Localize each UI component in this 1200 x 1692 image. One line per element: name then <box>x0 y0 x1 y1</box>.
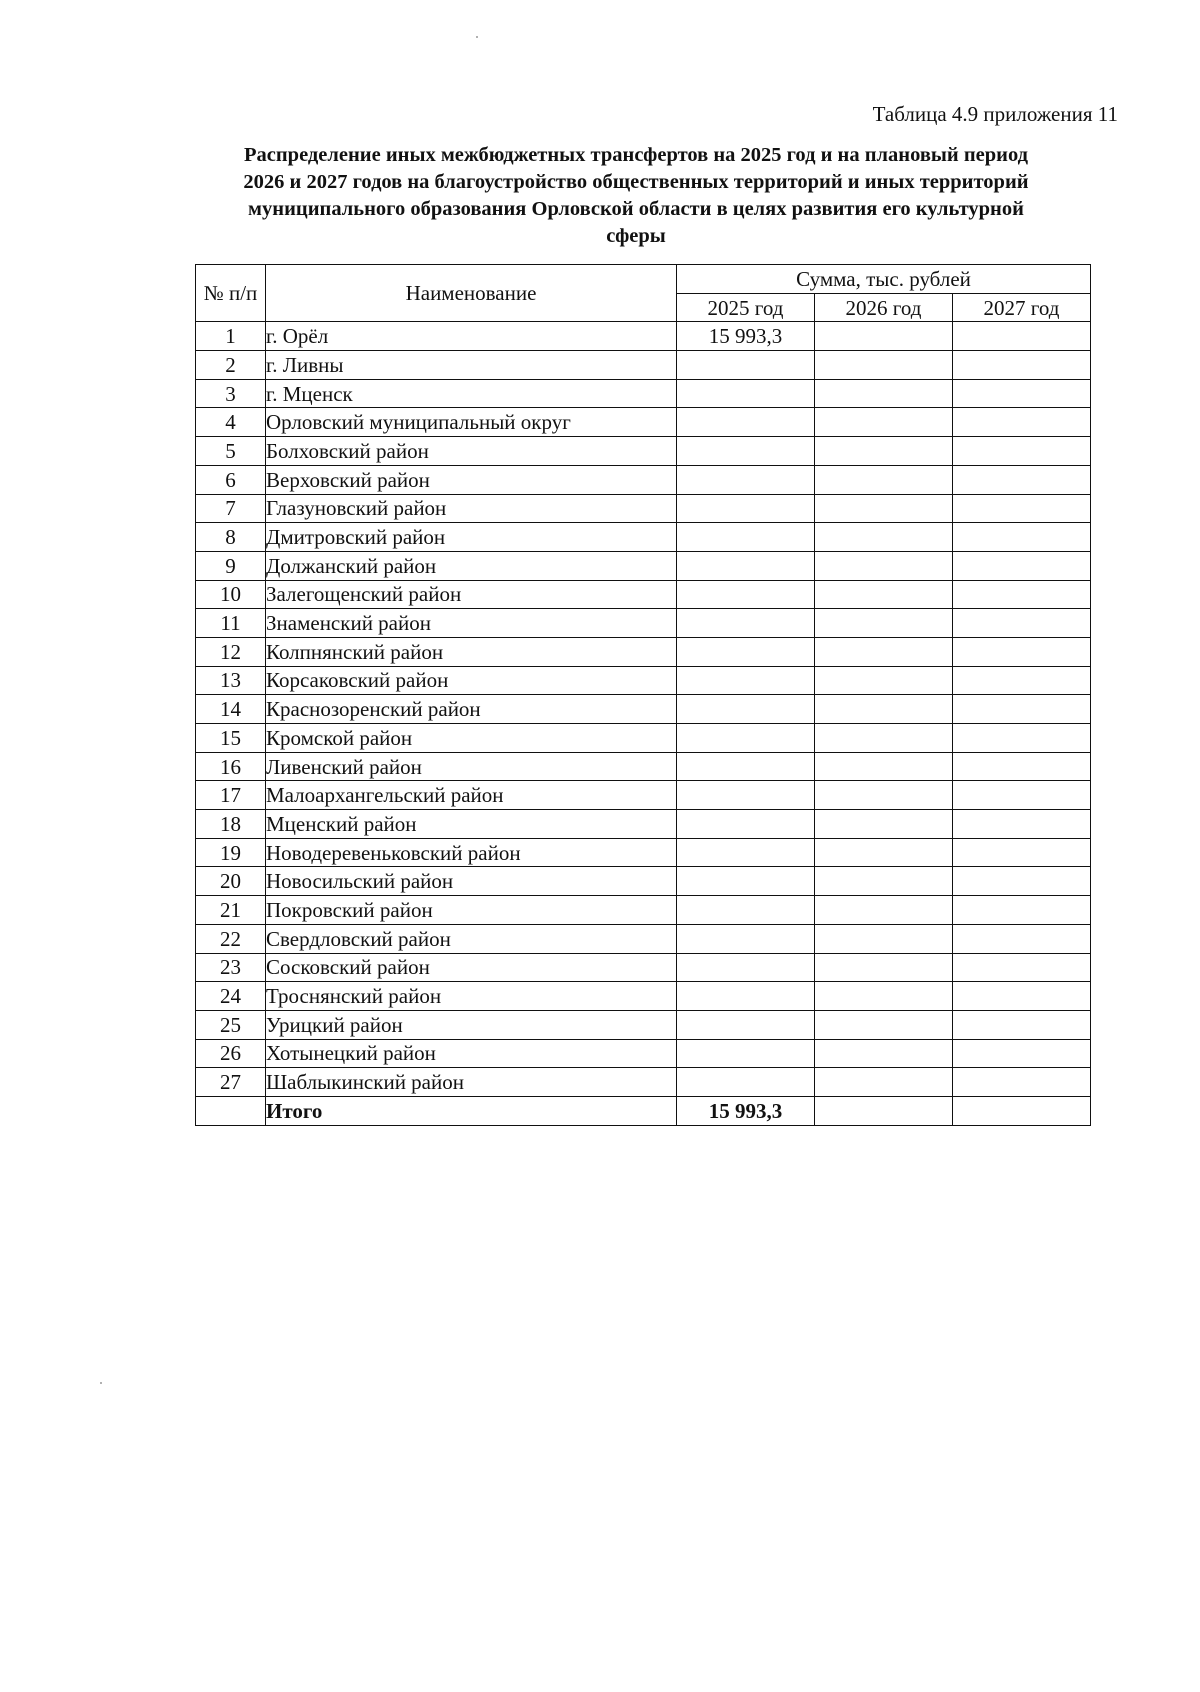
row-name: Дмитровский район <box>266 523 677 552</box>
row-value-2027 <box>953 1039 1091 1068</box>
row-number: 24 <box>196 982 266 1011</box>
title-line: Распределение иных межбюджетных трансфертов на 2025 год и на плановый период <box>244 144 1028 166</box>
table-row <box>196 551 1091 580</box>
row-value-2027 <box>953 867 1091 896</box>
row-value-2025 <box>677 551 815 580</box>
row-value-2026 <box>815 695 953 724</box>
row-number: 20 <box>196 867 266 896</box>
table-row <box>196 322 1091 351</box>
table-row <box>196 695 1091 724</box>
table-row <box>196 838 1091 867</box>
table-row <box>196 609 1091 638</box>
total-row <box>196 1096 1091 1125</box>
table-header <box>196 265 1091 322</box>
row-value-2027 <box>953 953 1091 982</box>
row-value-2027 <box>953 351 1091 380</box>
row-value-2027 <box>953 924 1091 953</box>
document-title <box>168 142 1104 250</box>
scan-speck <box>100 1382 102 1384</box>
row-name: Свердловский район <box>266 924 677 953</box>
row-value-2026 <box>815 494 953 523</box>
row-value-2027 <box>953 838 1091 867</box>
header-number: № п/п <box>196 265 266 322</box>
row-value-2026 <box>815 666 953 695</box>
header-year-2026: 2026 год <box>815 293 953 322</box>
row-number: 17 <box>196 781 266 810</box>
row-value-2027 <box>953 695 1091 724</box>
row-value-2026 <box>815 609 953 638</box>
row-number: 27 <box>196 1068 266 1097</box>
header-year-2025: 2025 год <box>677 293 815 322</box>
row-value-2026 <box>815 322 953 351</box>
header-year-2027: 2027 год <box>953 293 1091 322</box>
row-name: Верховский район <box>266 465 677 494</box>
row-value-2025 <box>677 695 815 724</box>
row-number: 19 <box>196 838 266 867</box>
row-value-2027 <box>953 752 1091 781</box>
row-value-2025 <box>677 465 815 494</box>
row-value-2025 <box>677 781 815 810</box>
row-value-2025 <box>677 752 815 781</box>
row-value-2027 <box>953 580 1091 609</box>
row-number: 7 <box>196 494 266 523</box>
row-value-2026 <box>815 408 953 437</box>
row-number: 13 <box>196 666 266 695</box>
row-name: Новодеревеньковский район <box>266 838 677 867</box>
row-name: Покровский район <box>266 896 677 925</box>
title-line: 2026 и 2027 годов на благоустройство общественных территорий и иных территорий <box>243 171 1029 193</box>
row-name: Мценский район <box>266 810 677 839</box>
row-name: г. Мценск <box>266 379 677 408</box>
row-value-2025: 15 993,3 <box>677 322 815 351</box>
table-row <box>196 924 1091 953</box>
row-name: Орловский муниципальный округ <box>266 408 677 437</box>
row-value-2026 <box>815 924 953 953</box>
row-name: г. Ливны <box>266 351 677 380</box>
total-value-2025: 15 993,3 <box>677 1096 815 1125</box>
row-value-2027 <box>953 609 1091 638</box>
row-value-2025 <box>677 810 815 839</box>
row-name: Знаменский район <box>266 609 677 638</box>
row-value-2025 <box>677 982 815 1011</box>
row-value-2025 <box>677 924 815 953</box>
row-value-2027 <box>953 637 1091 666</box>
row-name: Шаблыкинский район <box>266 1068 677 1097</box>
table-row <box>196 523 1091 552</box>
row-value-2025 <box>677 867 815 896</box>
row-value-2025 <box>677 1010 815 1039</box>
row-value-2027 <box>953 982 1091 1011</box>
row-value-2027 <box>953 523 1091 552</box>
table-row <box>196 752 1091 781</box>
row-value-2027 <box>953 666 1091 695</box>
table-row <box>196 408 1091 437</box>
row-value-2025 <box>677 351 815 380</box>
table-row <box>196 810 1091 839</box>
title-line: муниципального образования Орловской области в целях развития его культурной <box>248 198 1024 220</box>
row-name: Корсаковский район <box>266 666 677 695</box>
row-value-2025 <box>677 838 815 867</box>
row-name: Новосильский район <box>266 867 677 896</box>
row-name: г. Орёл <box>266 322 677 351</box>
row-value-2026 <box>815 637 953 666</box>
row-number: 14 <box>196 695 266 724</box>
row-name: Троснянский район <box>266 982 677 1011</box>
table-row <box>196 437 1091 466</box>
row-name: Должанский район <box>266 551 677 580</box>
row-number: 22 <box>196 924 266 953</box>
row-number: 1 <box>196 322 266 351</box>
row-value-2026 <box>815 551 953 580</box>
row-name: Болховский район <box>266 437 677 466</box>
row-value-2027 <box>953 465 1091 494</box>
total-value-2026 <box>815 1096 953 1125</box>
row-value-2027 <box>953 494 1091 523</box>
row-value-2025 <box>677 953 815 982</box>
row-value-2027 <box>953 551 1091 580</box>
row-value-2027 <box>953 1068 1091 1097</box>
transfers-table <box>195 264 1091 1126</box>
table-row <box>196 351 1091 380</box>
row-number: 10 <box>196 580 266 609</box>
row-value-2026 <box>815 351 953 380</box>
row-value-2026 <box>815 1068 953 1097</box>
row-value-2026 <box>815 724 953 753</box>
row-value-2025 <box>677 379 815 408</box>
row-name: Кромской район <box>266 724 677 753</box>
row-value-2025 <box>677 637 815 666</box>
table-row <box>196 1068 1091 1097</box>
row-value-2027 <box>953 896 1091 925</box>
row-value-2026 <box>815 580 953 609</box>
row-value-2026 <box>815 752 953 781</box>
table-row <box>196 867 1091 896</box>
row-number: 12 <box>196 637 266 666</box>
table-reference: Таблица 4.9 приложения 11 <box>872 102 1118 126</box>
row-value-2026 <box>815 953 953 982</box>
title-line: сферы <box>606 225 666 247</box>
table-row <box>196 637 1091 666</box>
row-value-2026 <box>815 1010 953 1039</box>
table-row <box>196 580 1091 609</box>
table-row <box>196 953 1091 982</box>
row-value-2025 <box>677 1068 815 1097</box>
scan-speck <box>476 36 478 38</box>
row-value-2026 <box>815 1039 953 1068</box>
row-name: Краснозоренский район <box>266 695 677 724</box>
table-row <box>196 1010 1091 1039</box>
total-number <box>196 1096 266 1125</box>
row-name: Урицкий район <box>266 1010 677 1039</box>
table-row <box>196 896 1091 925</box>
row-number: 4 <box>196 408 266 437</box>
row-value-2026 <box>815 867 953 896</box>
row-name: Ливенский район <box>266 752 677 781</box>
row-name: Колпнянский район <box>266 637 677 666</box>
table-row <box>196 1039 1091 1068</box>
row-name: Залегощенский район <box>266 580 677 609</box>
row-value-2026 <box>815 523 953 552</box>
row-value-2025 <box>677 580 815 609</box>
row-value-2027 <box>953 322 1091 351</box>
row-value-2025 <box>677 1039 815 1068</box>
row-value-2027 <box>953 437 1091 466</box>
row-name: Хотынецкий район <box>266 1039 677 1068</box>
table-body <box>196 322 1091 1125</box>
row-value-2025 <box>677 408 815 437</box>
header-name: Наименование <box>266 265 677 322</box>
total-label: Итого <box>266 1096 677 1125</box>
row-value-2026 <box>815 781 953 810</box>
total-value-2027 <box>953 1096 1091 1125</box>
row-number: 15 <box>196 724 266 753</box>
row-value-2027 <box>953 810 1091 839</box>
row-number: 16 <box>196 752 266 781</box>
row-number: 21 <box>196 896 266 925</box>
row-value-2026 <box>815 379 953 408</box>
row-value-2027 <box>953 408 1091 437</box>
row-number: 5 <box>196 437 266 466</box>
row-value-2026 <box>815 810 953 839</box>
row-value-2027 <box>953 724 1091 753</box>
row-number: 3 <box>196 379 266 408</box>
row-number: 26 <box>196 1039 266 1068</box>
row-value-2025 <box>677 494 815 523</box>
row-value-2025 <box>677 523 815 552</box>
row-value-2025 <box>677 609 815 638</box>
row-number: 23 <box>196 953 266 982</box>
table-row <box>196 982 1091 1011</box>
row-value-2025 <box>677 896 815 925</box>
table-row <box>196 379 1091 408</box>
table-row <box>196 494 1091 523</box>
row-value-2027 <box>953 379 1091 408</box>
row-value-2027 <box>953 781 1091 810</box>
row-number: 8 <box>196 523 266 552</box>
row-value-2025 <box>677 437 815 466</box>
row-name: Малоархангельский район <box>266 781 677 810</box>
row-value-2026 <box>815 838 953 867</box>
header-sum-group: Сумма, тыс. рублей <box>677 265 1091 294</box>
row-number: 9 <box>196 551 266 580</box>
row-value-2026 <box>815 437 953 466</box>
row-number: 25 <box>196 1010 266 1039</box>
row-value-2026 <box>815 896 953 925</box>
row-value-2026 <box>815 465 953 494</box>
row-value-2027 <box>953 1010 1091 1039</box>
row-number: 18 <box>196 810 266 839</box>
table-row <box>196 781 1091 810</box>
table-row <box>196 724 1091 753</box>
row-value-2025 <box>677 666 815 695</box>
row-name: Сосковский район <box>266 953 677 982</box>
row-number: 11 <box>196 609 266 638</box>
table-row <box>196 465 1091 494</box>
row-value-2025 <box>677 724 815 753</box>
table-row <box>196 666 1091 695</box>
row-number: 2 <box>196 351 266 380</box>
row-value-2026 <box>815 982 953 1011</box>
row-name: Глазуновский район <box>266 494 677 523</box>
row-number: 6 <box>196 465 266 494</box>
